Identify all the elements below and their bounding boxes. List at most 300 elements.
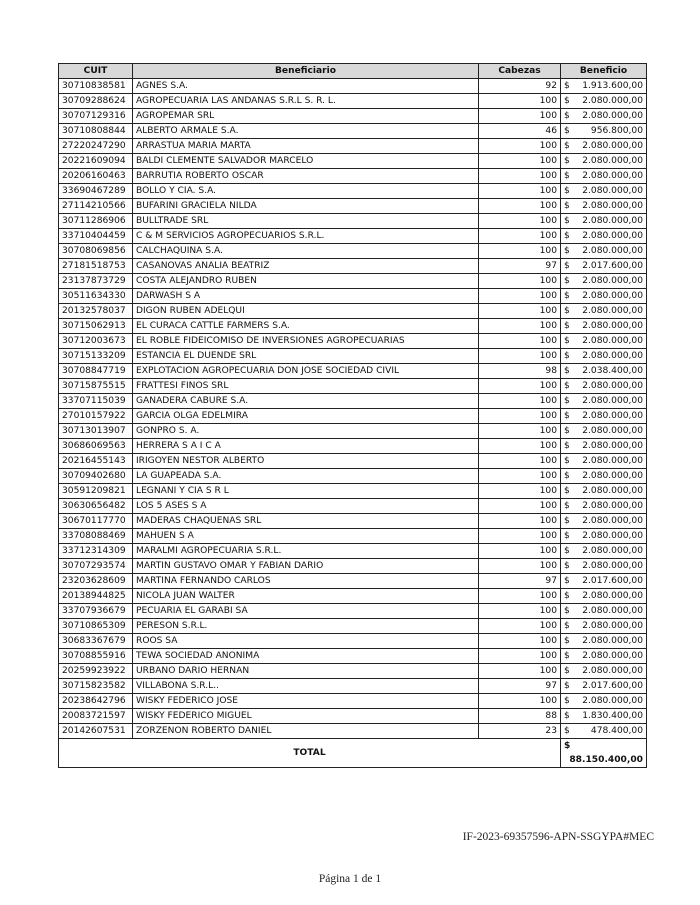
beneficiario-cell: HERRERA S A I C A (133, 439, 479, 454)
currency-symbol: $ (564, 621, 570, 632)
table-row (59, 589, 647, 604)
beneficio-amount: 2.017.600,00 (582, 261, 643, 272)
cabezas-cell: 100 (479, 169, 561, 184)
table-row (59, 649, 647, 664)
beneficio-cell (561, 484, 647, 499)
beneficiario-cell: LA GUAPEADA S.A. (133, 469, 479, 484)
beneficio-amount: 956.800,00 (590, 126, 643, 137)
beneficio-cell (561, 664, 647, 679)
cuit-cell: 30715875515 (59, 379, 133, 394)
table-row (59, 154, 647, 169)
cabezas-cell: 100 (479, 94, 561, 109)
cuit-cell: 30708069856 (59, 244, 133, 259)
beneficio-amount: 2.080.000,00 (582, 636, 643, 647)
beneficio-cell (561, 709, 647, 724)
beneficiario-cell: VILLABONA S.R.L.. (133, 679, 479, 694)
table-row (59, 274, 647, 289)
beneficio-cell (561, 634, 647, 649)
beneficiario-cell: CASANOVAS ANALIA BEATRIZ (133, 259, 479, 274)
table-row (59, 139, 647, 154)
beneficio-cell (561, 94, 647, 109)
beneficio-cell (561, 529, 647, 544)
currency-symbol: $ (564, 636, 570, 647)
currency-symbol: $ (564, 96, 570, 107)
cuit-cell: 27010157922 (59, 409, 133, 424)
cuit-cell: 20206160463 (59, 169, 133, 184)
beneficiario-cell: WISKY FEDERICO JOSE (133, 694, 479, 709)
cabezas-cell: 100 (479, 694, 561, 709)
beneficio-amount: 2.080.000,00 (582, 591, 643, 602)
cabezas-cell: 100 (479, 529, 561, 544)
cabezas-cell: 23 (479, 724, 561, 739)
cabezas-cell: 100 (479, 604, 561, 619)
currency-symbol: $ (564, 456, 570, 467)
table-row (59, 529, 647, 544)
currency-symbol: $ (564, 366, 570, 377)
table-row (59, 724, 647, 739)
table-row (59, 604, 647, 619)
beneficiario-cell: ALBERTO ARMALE S.A. (133, 124, 479, 139)
currency-symbol: $ (564, 126, 570, 137)
cuit-cell: 30630656482 (59, 499, 133, 514)
currency-symbol: $ (564, 231, 570, 242)
currency-symbol: $ (564, 681, 570, 692)
beneficiario-cell: BOLLO Y CIA. S.A. (133, 184, 479, 199)
currency-symbol: $ (564, 711, 570, 722)
table-row (59, 349, 647, 364)
currency-symbol: $ (564, 351, 570, 362)
cabezas-cell: 100 (479, 409, 561, 424)
cabezas-cell: 100 (479, 319, 561, 334)
beneficio-cell (561, 559, 647, 574)
table-row (59, 694, 647, 709)
table-row (59, 574, 647, 589)
cabezas-cell: 100 (479, 199, 561, 214)
currency-symbol: $ (564, 666, 570, 677)
beneficio-amount: 2.080.000,00 (582, 291, 643, 302)
currency-symbol: $ (564, 306, 570, 317)
beneficio-amount: 2.080.000,00 (582, 606, 643, 617)
cabezas-cell: 97 (479, 259, 561, 274)
table-row (59, 379, 647, 394)
beneficio-cell (561, 199, 647, 214)
cabezas-cell: 98 (479, 364, 561, 379)
beneficiario-cell: NICOLA JUAN WALTER (133, 589, 479, 604)
beneficio-cell (561, 169, 647, 184)
cabezas-cell: 100 (479, 619, 561, 634)
currency-symbol: $ (564, 426, 570, 437)
cuit-cell: 30710838581 (59, 79, 133, 94)
cabezas-cell: 100 (479, 304, 561, 319)
beneficio-cell (561, 334, 647, 349)
currency-symbol: $ (564, 576, 570, 587)
cabezas-cell: 46 (479, 124, 561, 139)
beneficio-amount: 2.080.000,00 (582, 246, 643, 257)
beneficiario-cell: GANADERA CABURE S.A. (133, 394, 479, 409)
cabezas-cell: 100 (479, 439, 561, 454)
cabezas-cell: 100 (479, 349, 561, 364)
beneficio-amount: 2.017.600,00 (582, 576, 643, 587)
beneficio-amount: 2.080.000,00 (582, 276, 643, 287)
beneficio-amount: 2.080.000,00 (582, 531, 643, 542)
beneficio-amount: 2.080.000,00 (582, 351, 643, 362)
table-row (59, 619, 647, 634)
currency-symbol: $ (564, 546, 570, 557)
cabezas-cell: 100 (479, 664, 561, 679)
beneficio-cell (561, 379, 647, 394)
cabezas-cell: 100 (479, 454, 561, 469)
document-id: IF-2023-69357596-APN-SSGYPA#MEC (462, 831, 654, 843)
currency-symbol: $ (564, 381, 570, 392)
cabezas-cell: 100 (479, 499, 561, 514)
cabezas-cell: 100 (479, 274, 561, 289)
cabezas-cell: 100 (479, 589, 561, 604)
cuit-cell: 30710808844 (59, 124, 133, 139)
currency-symbol: $ (564, 516, 570, 527)
total-label: TOTAL (59, 739, 561, 768)
cuit-cell: 30710865309 (59, 619, 133, 634)
beneficio-amount: 2.080.000,00 (582, 201, 643, 212)
table-row (59, 184, 647, 199)
currency-symbol: $ (564, 606, 570, 617)
beneficio-amount: 2.080.000,00 (582, 426, 643, 437)
cabezas-cell: 100 (479, 244, 561, 259)
beneficio-cell (561, 349, 647, 364)
cuit-cell: 20221609094 (59, 154, 133, 169)
beneficiario-cell: BUFARINI GRACIELA NILDA (133, 199, 479, 214)
table-row (59, 319, 647, 334)
cuit-cell: 30670117770 (59, 514, 133, 529)
currency-symbol: $ (564, 171, 570, 182)
cuit-cell: 20238642796 (59, 694, 133, 709)
beneficiaries-table (58, 63, 647, 768)
cabezas-cell: 100 (479, 154, 561, 169)
cabezas-cell: 100 (479, 334, 561, 349)
cabezas-cell: 88 (479, 709, 561, 724)
beneficio-amount: 1.913.600,00 (582, 81, 643, 92)
beneficiario-cell: ESTANCIA EL DUENDE SRL (133, 349, 479, 364)
beneficiario-cell: IRIGOYEN NESTOR ALBERTO (133, 454, 479, 469)
table-row (59, 559, 647, 574)
beneficio-cell (561, 184, 647, 199)
beneficio-amount: 2.080.000,00 (582, 441, 643, 452)
cabezas-cell: 97 (479, 679, 561, 694)
beneficio-amount: 2.080.000,00 (582, 516, 643, 527)
beneficiario-cell: TEWA SOCIEDAD ANONIMA (133, 649, 479, 664)
beneficiario-cell: EXPLOTACION AGROPECUARIA DON JOSE SOCIEDAD CIVIL (133, 364, 479, 379)
beneficio-cell (561, 679, 647, 694)
beneficio-amount: 2.080.000,00 (582, 231, 643, 242)
currency-symbol: $ (564, 486, 570, 497)
beneficiario-cell: PECUARIA EL GARABI SA (133, 604, 479, 619)
cuit-cell: 30715062913 (59, 319, 133, 334)
beneficio-amount: 478.400,00 (590, 726, 643, 737)
beneficiario-cell: WISKY FEDERICO MIGUEL (133, 709, 479, 724)
beneficiario-cell: ARRASTUA MARIA MARTA (133, 139, 479, 154)
currency-symbol: $ (564, 531, 570, 542)
beneficio-cell (561, 274, 647, 289)
table-row (59, 79, 647, 94)
cuit-cell: 30715133209 (59, 349, 133, 364)
beneficio-cell (561, 604, 647, 619)
cuit-cell: 30683367679 (59, 634, 133, 649)
cuit-cell: 30711286906 (59, 214, 133, 229)
currency-symbol: $ (564, 246, 570, 257)
beneficio-amount: 2.080.000,00 (582, 546, 643, 557)
beneficiario-cell: BULLTRADE SRL (133, 214, 479, 229)
table-row (59, 709, 647, 724)
beneficio-cell (561, 244, 647, 259)
beneficio-amount: 2.080.000,00 (582, 336, 643, 347)
beneficiario-cell: GONPRO S. A. (133, 424, 479, 439)
beneficio-amount: 2.080.000,00 (582, 456, 643, 467)
beneficiario-cell: AGNES S.A. (133, 79, 479, 94)
beneficio-cell (561, 589, 647, 604)
beneficio-amount: 2.080.000,00 (582, 666, 643, 677)
cuit-cell: 30712003673 (59, 334, 133, 349)
currency-symbol: $ (564, 561, 570, 572)
cabezas-cell: 100 (479, 514, 561, 529)
table-row (59, 409, 647, 424)
cabezas-cell: 100 (479, 184, 561, 199)
beneficio-amount: 2.080.000,00 (582, 321, 643, 332)
table-row (59, 439, 647, 454)
beneficio-cell (561, 364, 647, 379)
beneficio-cell (561, 394, 647, 409)
cabezas-cell: 100 (479, 379, 561, 394)
cuit-cell: 33707115039 (59, 394, 133, 409)
currency-symbol: $ (564, 726, 570, 737)
cuit-cell: 30708847719 (59, 364, 133, 379)
beneficiario-cell: PERESON S.R.L. (133, 619, 479, 634)
header-beneficio: Beneficio (561, 64, 647, 79)
table-row (59, 229, 647, 244)
beneficio-amount: 1.830.400,00 (582, 711, 643, 722)
currency-symbol: $ (564, 81, 570, 92)
header-cuit: CUIT (59, 64, 133, 79)
table-row (59, 514, 647, 529)
beneficio-amount: 2.080.000,00 (582, 306, 643, 317)
table-header (59, 64, 647, 79)
beneficio-cell (561, 544, 647, 559)
beneficiario-cell: URBANO DARIO HERNAN (133, 664, 479, 679)
table-row (59, 94, 647, 109)
beneficiario-cell: MARTIN GUSTAVO OMAR Y FABIAN DARIO (133, 559, 479, 574)
table-row (59, 469, 647, 484)
beneficio-amount: 2.017.600,00 (582, 681, 643, 692)
beneficiario-cell: MADERAS CHAQUENAS SRL (133, 514, 479, 529)
table-row (59, 214, 647, 229)
beneficiario-cell: CALCHAQUINA S.A. (133, 244, 479, 259)
beneficio-amount: 2.080.000,00 (582, 561, 643, 572)
beneficio-amount: 2.080.000,00 (582, 156, 643, 167)
cabezas-cell: 100 (479, 394, 561, 409)
cuit-cell: 30511634330 (59, 289, 133, 304)
beneficio-cell (561, 574, 647, 589)
beneficio-cell (561, 289, 647, 304)
cuit-cell: 20142607531 (59, 724, 133, 739)
cuit-cell: 30715823582 (59, 679, 133, 694)
currency-symbol: $ (564, 201, 570, 212)
beneficiario-cell: EL CURACA CATTLE FARMERS S.A. (133, 319, 479, 334)
beneficio-cell (561, 724, 647, 739)
beneficiario-cell: AGROPECUARIA LAS ANDANAS S.R.L S. R. L. (133, 94, 479, 109)
beneficio-cell (561, 259, 647, 274)
total-amount: 88.150.400,00 (569, 755, 643, 766)
cabezas-cell: 100 (479, 634, 561, 649)
beneficiario-cell: FRATTESI FINOS SRL (133, 379, 479, 394)
table-body (59, 79, 647, 739)
table-row (59, 634, 647, 649)
beneficio-cell (561, 424, 647, 439)
beneficiario-cell: LOS 5 ASES S A (133, 499, 479, 514)
cuit-cell: 20083721597 (59, 709, 133, 724)
beneficio-cell (561, 439, 647, 454)
beneficio-amount: 2.080.000,00 (582, 411, 643, 422)
beneficio-cell (561, 79, 647, 94)
beneficiario-cell: ROOS SA (133, 634, 479, 649)
table-row (59, 544, 647, 559)
currency-symbol: $ (564, 651, 570, 662)
beneficiario-cell: EL ROBLE FIDEICOMISO DE INVERSIONES AGROPECUARIAS (133, 334, 479, 349)
table-row (59, 244, 647, 259)
currency-symbol: $ (564, 141, 570, 152)
beneficiario-cell: LEGNANI Y CIA S R L (133, 484, 479, 499)
beneficio-cell (561, 154, 647, 169)
cabezas-cell: 100 (479, 229, 561, 244)
beneficiario-cell: C & M SERVICIOS AGROPECUARIOS S.R.L. (133, 229, 479, 244)
currency-symbol: $ (564, 321, 570, 332)
cabezas-cell: 100 (479, 109, 561, 124)
beneficio-amount: 2.080.000,00 (582, 216, 643, 227)
table-row (59, 304, 647, 319)
page-number: Página 1 de 1 (318, 873, 382, 885)
cabezas-cell: 100 (479, 289, 561, 304)
cabezas-cell: 100 (479, 214, 561, 229)
currency-symbol: $ (564, 696, 570, 707)
beneficio-amount: 2.080.000,00 (582, 171, 643, 182)
beneficio-cell (561, 139, 647, 154)
total-amount-cell (561, 739, 647, 768)
table-row (59, 679, 647, 694)
beneficio-amount: 2.080.000,00 (582, 471, 643, 482)
beneficio-cell (561, 304, 647, 319)
currency-symbol: $ (564, 276, 570, 287)
currency-symbol: $ (564, 471, 570, 482)
cuit-cell: 20132578037 (59, 304, 133, 319)
cuit-cell: 30686069563 (59, 439, 133, 454)
cabezas-cell: 100 (479, 469, 561, 484)
currency-symbol: $ (564, 156, 570, 167)
beneficio-amount: 2.080.000,00 (582, 501, 643, 512)
beneficio-cell (561, 694, 647, 709)
beneficio-cell (561, 409, 647, 424)
beneficiario-cell: BARRUTIA ROBERTO OSCAR (133, 169, 479, 184)
cabezas-cell: 100 (479, 649, 561, 664)
cabezas-cell: 100 (479, 544, 561, 559)
cuit-cell: 20216455143 (59, 454, 133, 469)
table-row (59, 424, 647, 439)
currency-symbol: $ (564, 261, 570, 272)
cuit-cell: 33707936679 (59, 604, 133, 619)
beneficio-cell (561, 229, 647, 244)
currency-symbol: $ (564, 111, 570, 122)
table-row (59, 289, 647, 304)
table-row (59, 394, 647, 409)
currency-symbol: $ (564, 396, 570, 407)
beneficio-amount: 2.080.000,00 (582, 381, 643, 392)
cabezas-cell: 92 (479, 79, 561, 94)
beneficio-cell (561, 469, 647, 484)
currency-symbol: $ (564, 441, 570, 452)
beneficio-cell (561, 649, 647, 664)
cuit-cell: 33710404459 (59, 229, 133, 244)
total-row (59, 739, 647, 768)
table-row (59, 199, 647, 214)
currency-symbol: $ (564, 291, 570, 302)
beneficio-amount: 2.080.000,00 (582, 621, 643, 632)
cuit-cell: 33708088469 (59, 529, 133, 544)
cuit-cell: 30709402680 (59, 469, 133, 484)
beneficio-cell (561, 454, 647, 469)
table-row (59, 364, 647, 379)
table-row (59, 169, 647, 184)
cuit-cell: 27114210566 (59, 199, 133, 214)
beneficiario-cell: DIGON RUBEN ADELQUI (133, 304, 479, 319)
beneficio-amount: 2.080.000,00 (582, 696, 643, 707)
cuit-cell: 30707129316 (59, 109, 133, 124)
beneficio-cell (561, 619, 647, 634)
table-row (59, 334, 647, 349)
cuit-cell: 23203628609 (59, 574, 133, 589)
currency-symbol: $ (564, 186, 570, 197)
beneficio-amount: 2.080.000,00 (582, 111, 643, 122)
cabezas-cell: 100 (479, 424, 561, 439)
beneficiario-cell: DARWASH S A (133, 289, 479, 304)
beneficiario-cell: MAHUEN S A (133, 529, 479, 544)
beneficiario-cell: GARCIA OLGA EDELMIRA (133, 409, 479, 424)
cuit-cell: 30591209821 (59, 484, 133, 499)
beneficiario-cell: COSTA ALEJANDRO RUBEN (133, 274, 479, 289)
beneficio-amount: 2.080.000,00 (582, 96, 643, 107)
currency-symbol: $ (564, 741, 571, 752)
beneficio-cell (561, 124, 647, 139)
cabezas-cell: 100 (479, 484, 561, 499)
beneficiario-cell: AGROPEMAR SRL (133, 109, 479, 124)
beneficio-amount: 2.080.000,00 (582, 141, 643, 152)
table-row (59, 124, 647, 139)
beneficio-cell (561, 319, 647, 334)
cuit-cell: 30709288624 (59, 94, 133, 109)
cabezas-cell: 100 (479, 139, 561, 154)
beneficio-amount: 2.080.000,00 (582, 186, 643, 197)
beneficio-cell (561, 214, 647, 229)
beneficiario-cell: MARALMI AGROPECUARIA S.R.L. (133, 544, 479, 559)
beneficio-amount: 2.038.400,00 (582, 366, 643, 377)
currency-symbol: $ (564, 411, 570, 422)
table-row (59, 664, 647, 679)
currency-symbol: $ (564, 336, 570, 347)
cuit-cell: 27220247290 (59, 139, 133, 154)
beneficio-cell (561, 514, 647, 529)
beneficiario-cell: MARTINA FERNANDO CARLOS (133, 574, 479, 589)
beneficio-amount: 2.080.000,00 (582, 486, 643, 497)
table-row (59, 484, 647, 499)
cuit-cell: 30707293574 (59, 559, 133, 574)
cuit-cell: 23137873729 (59, 274, 133, 289)
beneficiario-cell: BALDI CLEMENTE SALVADOR MARCELO (133, 154, 479, 169)
cuit-cell: 33690467289 (59, 184, 133, 199)
